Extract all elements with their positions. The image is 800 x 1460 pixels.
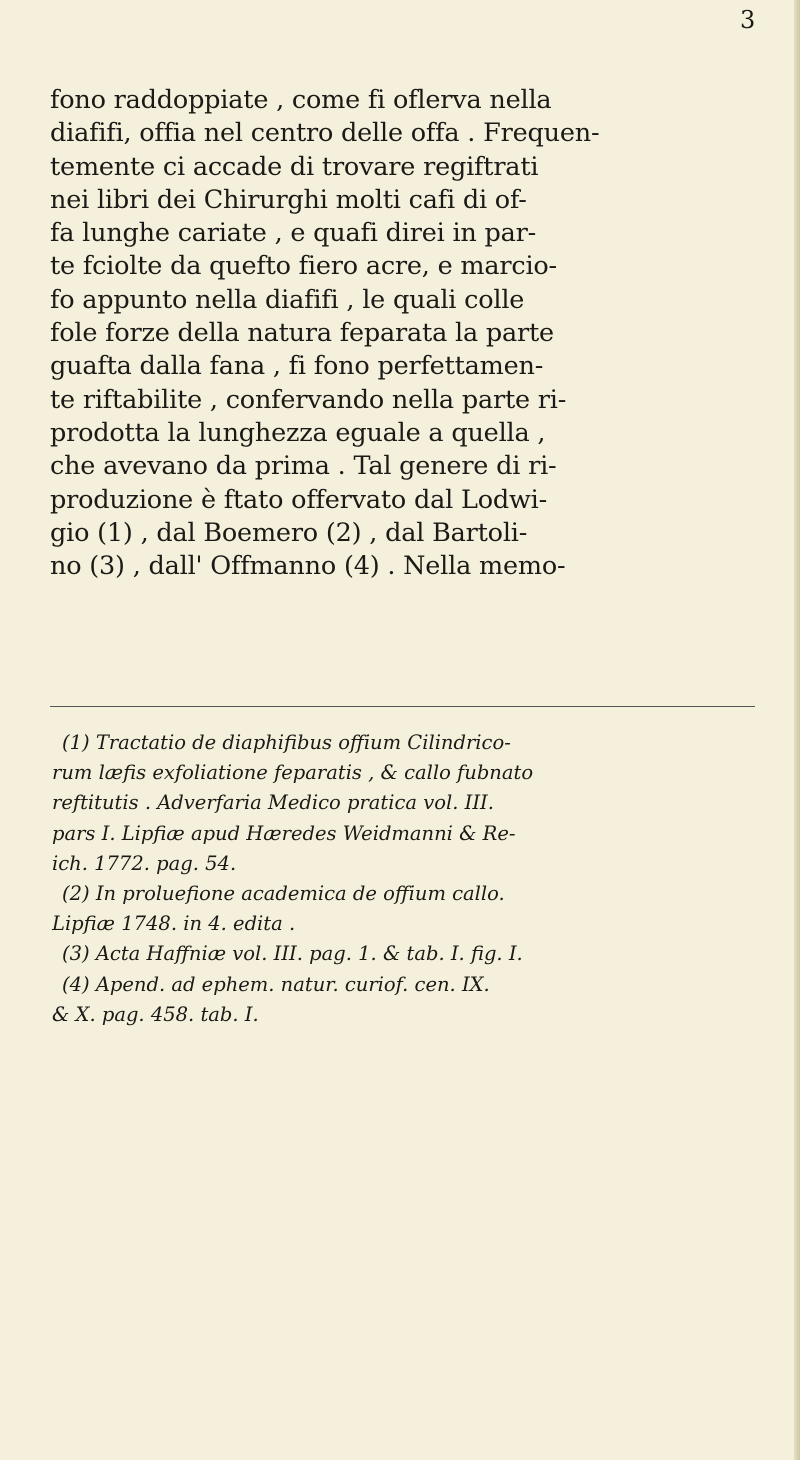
- text-line: diafifi, offia nel centro delle offa . Frequen-: [50, 118, 600, 149]
- footnote-line: & X. pag. 458. tab. I.: [52, 1002, 259, 1026]
- text-line: fono raddoppiate , come fi oflerva nella: [50, 85, 552, 115]
- footnote-line: pars I. Lipfiæ apud Hæredes Weidmanni & Re-: [52, 821, 516, 845]
- text-line: gio (1) , dal Boemero (2) , dal Bartoli-: [50, 517, 528, 548]
- text-line: nei libri dei Chirurghi molti cafi di of-: [50, 184, 527, 215]
- footnote-line: reftitutis . Adverfaria Medico pratica vol. III.: [52, 791, 494, 815]
- footnote-line: ich. 1772. pag. 54.: [52, 851, 237, 875]
- footnote-line: Lipfiæ 1748. in 4. edita .: [52, 912, 296, 936]
- page-edge: [794, 0, 800, 1460]
- body-text: [50, 84, 760, 583]
- text-line: prodotta la lunghezza eguale a quella ,: [50, 417, 546, 448]
- footnote-line: (4) Apend. ad ephem. natur. curiof. cen. IX.: [62, 972, 490, 996]
- footnote-line: (3) Acta Haffniæ vol. III. pag. 1. & tab. I. fig. I.: [62, 942, 523, 966]
- text-line: te riftabilite , confervando nella parte ri-: [50, 384, 567, 415]
- text-line: no (3) , dall' Offmanno (4) . Nella memo-: [50, 551, 566, 582]
- text-line: produzione è ftato offervato dal Lodwi-: [50, 484, 547, 515]
- footnote-line: rum læfis exfoliatione feparatis , & callo fubnato: [52, 761, 534, 785]
- text-line: te fciolte da quefto fiero acre, e marcio-: [50, 251, 557, 282]
- footnote-divider: [50, 706, 755, 707]
- footnote-line: (1) Tractatio de diaphifibus offium Cilindrico-: [62, 731, 511, 754]
- text-line: che avevano da prima . Tal genere di ri-: [50, 451, 557, 482]
- text-line: fo appunto nella diafifi , le quali colle: [50, 284, 525, 315]
- text-line: fole forze della natura feparata la parte: [50, 318, 554, 349]
- footnote-line: (2) In proluefione academica de offium callo.: [62, 881, 505, 905]
- text-line: temente ci accade di trovare regiftrati: [50, 151, 539, 182]
- text-line: guafta dalla fana , fi fono perfettamen-: [50, 351, 544, 382]
- page-number: 3: [740, 6, 756, 34]
- text-line: fa lunghe cariate , e quafi direi in par-: [50, 218, 537, 249]
- footnotes: [52, 728, 752, 1030]
